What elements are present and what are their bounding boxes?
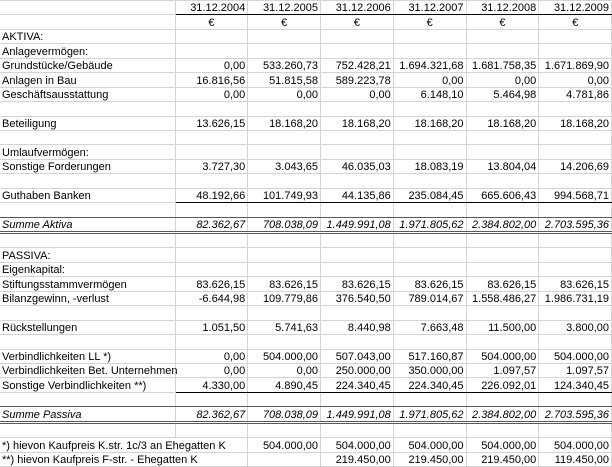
value-cell xyxy=(466,102,539,116)
value-cell: 504.000,00 xyxy=(248,349,321,363)
value-cell xyxy=(393,392,466,406)
value-cell xyxy=(466,392,539,406)
value-cell xyxy=(393,248,466,262)
value-cell xyxy=(321,174,394,188)
row-label-cell xyxy=(0,422,175,437)
table-row xyxy=(0,116,612,130)
value-cell xyxy=(466,233,539,248)
value-cell: 3.043,65 xyxy=(248,159,321,173)
value-cell: 4.890,45 xyxy=(248,378,321,392)
value-cell: 13.804,04 xyxy=(466,159,539,173)
value-cell: 507.043,00 xyxy=(321,349,394,363)
table-row xyxy=(0,335,612,349)
value-cell: 1.671.869,90 xyxy=(539,58,612,72)
row-label-cell: AKTIVA: xyxy=(0,29,175,43)
table-row xyxy=(0,203,612,217)
row-label-cell: **) hievon Kaufpreis F-str. - Ehegatten K xyxy=(0,452,248,466)
value-cell: 224.340,45 xyxy=(321,378,394,392)
value-cell xyxy=(321,203,394,217)
value-cell xyxy=(321,102,394,116)
value-cell: 708.038,09 xyxy=(248,217,321,232)
header-date-cell: 31.12.2004 xyxy=(175,1,248,15)
value-cell xyxy=(393,174,466,188)
value-cell: 1.986.731,19 xyxy=(539,291,612,305)
header-date-cell: 31.12.2005 xyxy=(248,1,321,15)
value-cell xyxy=(466,29,539,43)
value-cell xyxy=(539,392,612,406)
value-cell: 789.014,67 xyxy=(393,291,466,305)
table-row xyxy=(0,306,612,320)
value-cell xyxy=(248,44,321,58)
value-cell xyxy=(248,262,321,276)
value-cell xyxy=(248,422,321,437)
value-cell xyxy=(321,306,394,320)
value-cell xyxy=(539,233,612,248)
value-cell: 18.168,20 xyxy=(466,116,539,130)
value-cell: 0,00 xyxy=(321,87,394,101)
value-cell: 226.092,01 xyxy=(466,378,539,392)
value-cell xyxy=(175,29,248,43)
value-cell xyxy=(175,102,248,116)
value-cell xyxy=(539,44,612,58)
row-label-cell: Summe Aktiva xyxy=(0,217,175,232)
value-cell xyxy=(321,262,394,276)
table-row xyxy=(0,145,612,159)
value-cell xyxy=(248,392,321,406)
value-cell xyxy=(321,145,394,159)
value-cell: 0,00 xyxy=(466,73,539,87)
table-row xyxy=(0,407,612,422)
table-row xyxy=(0,349,612,363)
table-row xyxy=(0,174,612,188)
value-cell xyxy=(466,262,539,276)
value-cell xyxy=(175,44,248,58)
value-cell: 0,00 xyxy=(175,87,248,101)
value-cell xyxy=(393,233,466,248)
value-cell: 504.000,00 xyxy=(321,438,394,452)
table-row xyxy=(0,87,612,101)
value-cell: 517.160,87 xyxy=(393,349,466,363)
table-row xyxy=(0,29,612,43)
header-date-cell: 31.12.2009 xyxy=(539,1,612,15)
row-label-cell: Eigenkapital: xyxy=(0,262,175,276)
value-cell xyxy=(393,102,466,116)
row-label-cell: Geschäftsausstattung xyxy=(0,87,175,101)
currency-unit-cell: € xyxy=(466,15,539,29)
value-cell xyxy=(393,29,466,43)
value-cell: 224.340,45 xyxy=(393,378,466,392)
value-cell xyxy=(175,306,248,320)
value-cell: 665.606,43 xyxy=(466,188,539,202)
value-cell: 0,00 xyxy=(248,87,321,101)
value-cell xyxy=(321,44,394,58)
value-cell: 1.694.321,68 xyxy=(393,58,466,72)
value-cell xyxy=(539,130,612,144)
value-cell: 18.168,20 xyxy=(393,116,466,130)
value-cell: 235.084,45 xyxy=(393,188,466,202)
value-cell xyxy=(393,306,466,320)
value-cell: 48.192,66 xyxy=(175,188,248,202)
value-cell: 504.000,00 xyxy=(466,438,539,452)
value-cell: -6.644,98 xyxy=(175,291,248,305)
value-cell: 1.558.486,27 xyxy=(466,291,539,305)
value-cell xyxy=(539,335,612,349)
value-cell: 16.816,56 xyxy=(175,73,248,87)
value-cell xyxy=(393,335,466,349)
value-cell: 219.450,00 xyxy=(393,452,466,466)
value-cell xyxy=(393,422,466,437)
value-cell xyxy=(539,145,612,159)
value-cell xyxy=(321,422,394,437)
value-cell: 6.148,10 xyxy=(393,87,466,101)
value-cell: 376.540,50 xyxy=(321,291,394,305)
value-cell: 504.000,00 xyxy=(248,438,321,452)
value-cell: 7.663,48 xyxy=(393,320,466,334)
value-cell: 3.727,30 xyxy=(175,159,248,173)
value-cell xyxy=(321,29,394,43)
table-row xyxy=(0,102,612,116)
value-cell xyxy=(175,262,248,276)
header-empty-cell xyxy=(0,1,175,15)
value-cell xyxy=(539,203,612,217)
currency-unit-cell: € xyxy=(175,15,248,29)
row-label-cell xyxy=(0,392,175,406)
value-cell: 219.450,00 xyxy=(466,452,539,466)
value-cell: 3.800,00 xyxy=(539,320,612,334)
value-cell: 1.681.758,35 xyxy=(466,58,539,72)
value-cell xyxy=(466,306,539,320)
value-cell: 533.260,73 xyxy=(248,58,321,72)
row-label-cell xyxy=(0,335,175,349)
value-cell xyxy=(321,248,394,262)
value-cell xyxy=(539,422,612,437)
value-cell: 2.703.595,36 xyxy=(539,407,612,422)
table-row xyxy=(0,73,612,87)
value-cell: 350.000,00 xyxy=(393,363,466,377)
value-cell: 504.000,00 xyxy=(539,438,612,452)
header-date-cell: 31.12.2008 xyxy=(466,1,539,15)
value-cell: 83.626,15 xyxy=(175,277,248,291)
value-cell: 219.450,00 xyxy=(321,452,394,466)
row-label-cell: *) hievon Kaufpreis K.str. 1c/3 an Ehegatten K xyxy=(0,438,248,452)
value-cell: 2.384.802,00 xyxy=(466,217,539,232)
table-row xyxy=(0,378,612,392)
value-cell xyxy=(466,174,539,188)
row-label-cell: Summe Passiva xyxy=(0,407,175,422)
table-row xyxy=(0,248,612,262)
value-cell xyxy=(175,248,248,262)
value-cell: 83.626,15 xyxy=(248,277,321,291)
value-cell xyxy=(539,248,612,262)
value-cell: 124.340,45 xyxy=(539,378,612,392)
value-cell xyxy=(248,130,321,144)
value-cell: 14.206,69 xyxy=(539,159,612,173)
value-cell xyxy=(393,203,466,217)
row-label-cell: Beteiligung xyxy=(0,116,175,130)
value-cell xyxy=(175,174,248,188)
value-cell xyxy=(539,306,612,320)
currency-unit-cell: € xyxy=(539,15,612,29)
value-cell: 2.384.802,00 xyxy=(466,407,539,422)
value-cell: 1.097,57 xyxy=(466,363,539,377)
value-cell: 4.330,00 xyxy=(175,378,248,392)
value-cell xyxy=(393,145,466,159)
value-cell xyxy=(248,145,321,159)
value-cell: 2.703.595,36 xyxy=(539,217,612,232)
table-body xyxy=(0,29,612,466)
row-label-cell: Anlagen in Bau xyxy=(0,73,175,87)
value-cell xyxy=(175,422,248,437)
table-row xyxy=(0,217,612,232)
value-cell: 11.500,00 xyxy=(466,320,539,334)
value-cell: 18.168,20 xyxy=(539,116,612,130)
value-cell xyxy=(466,203,539,217)
value-cell xyxy=(539,29,612,43)
header-units-row xyxy=(0,15,612,29)
table-row xyxy=(0,233,612,248)
value-cell: 1.097,57 xyxy=(539,363,612,377)
value-cell: 0,00 xyxy=(175,58,248,72)
value-cell: 0,00 xyxy=(393,73,466,87)
value-cell: 101.749,93 xyxy=(248,188,321,202)
value-cell: 504.000,00 xyxy=(393,438,466,452)
value-cell xyxy=(466,130,539,144)
value-cell: 250.000,00 xyxy=(321,363,394,377)
value-cell: 0,00 xyxy=(539,73,612,87)
value-cell xyxy=(248,102,321,116)
row-label-cell xyxy=(0,102,175,116)
header-date-cell: 31.12.2006 xyxy=(321,1,394,15)
row-label-cell xyxy=(0,130,175,144)
value-cell xyxy=(175,392,248,406)
header-date-cell: 31.12.2007 xyxy=(393,1,466,15)
row-label-cell: Umlaufvermögen: xyxy=(0,145,175,159)
value-cell xyxy=(393,262,466,276)
table-row xyxy=(0,277,612,291)
value-cell: 0,00 xyxy=(175,363,248,377)
row-label-cell: Sonstige Verbindlichkeiten **) xyxy=(0,378,175,392)
value-cell xyxy=(466,422,539,437)
value-cell xyxy=(466,335,539,349)
table-row xyxy=(0,363,612,377)
value-cell: 4.781,86 xyxy=(539,87,612,101)
value-cell: 82.362,67 xyxy=(175,217,248,232)
value-cell: 8.440,98 xyxy=(321,320,394,334)
value-cell xyxy=(175,145,248,159)
row-label-cell: Anlagevermögen: xyxy=(0,44,175,58)
currency-unit-cell: € xyxy=(393,15,466,29)
row-label-cell: Stiftungsstammvermögen xyxy=(0,277,175,291)
table-row xyxy=(0,159,612,173)
value-cell: 1.971.805,62 xyxy=(393,217,466,232)
row-label-cell xyxy=(0,174,175,188)
currency-unit-cell: € xyxy=(248,15,321,29)
value-cell: 1.051,50 xyxy=(175,320,248,334)
value-cell: 13.626,15 xyxy=(175,116,248,130)
value-cell: 1.449.991,08 xyxy=(321,217,394,232)
value-cell xyxy=(248,335,321,349)
value-cell xyxy=(321,233,394,248)
value-cell: 504.000,00 xyxy=(539,349,612,363)
value-cell xyxy=(466,145,539,159)
value-cell xyxy=(248,29,321,43)
value-cell xyxy=(175,203,248,217)
table-header xyxy=(0,1,612,30)
row-label-cell xyxy=(0,203,175,217)
value-cell: 708.038,09 xyxy=(248,407,321,422)
value-cell: 589.223,78 xyxy=(321,73,394,87)
table-row xyxy=(0,392,612,406)
table-row xyxy=(0,130,612,144)
value-cell xyxy=(248,452,321,466)
value-cell: 5.741,63 xyxy=(248,320,321,334)
value-cell xyxy=(393,44,466,58)
header-dates-row xyxy=(0,1,612,15)
table-row xyxy=(0,422,612,437)
value-cell: 51.815,58 xyxy=(248,73,321,87)
value-cell: 82.362,67 xyxy=(175,407,248,422)
value-cell xyxy=(248,203,321,217)
table-row xyxy=(0,44,612,58)
value-cell: 119.450,00 xyxy=(539,452,612,466)
table-row xyxy=(0,188,612,202)
footnote-row xyxy=(0,452,612,466)
value-cell xyxy=(175,233,248,248)
table-row xyxy=(0,262,612,276)
value-cell xyxy=(175,130,248,144)
value-cell xyxy=(466,248,539,262)
value-cell xyxy=(321,130,394,144)
row-label-cell: Bilanzgewinn, -verlust xyxy=(0,291,175,305)
value-cell xyxy=(248,174,321,188)
row-label-cell: Verbindlichkeiten LL *) xyxy=(0,349,175,363)
value-cell xyxy=(539,262,612,276)
value-cell: 44.135,86 xyxy=(321,188,394,202)
value-cell xyxy=(539,174,612,188)
value-cell xyxy=(321,392,394,406)
value-cell: 752.428,21 xyxy=(321,58,394,72)
value-cell xyxy=(393,130,466,144)
row-label-cell: PASSIVA: xyxy=(0,248,175,262)
value-cell: 83.626,15 xyxy=(539,277,612,291)
value-cell xyxy=(248,248,321,262)
table-row xyxy=(0,58,612,72)
value-cell xyxy=(248,233,321,248)
value-cell xyxy=(466,44,539,58)
value-cell: 109.779,86 xyxy=(248,291,321,305)
value-cell: 83.626,15 xyxy=(393,277,466,291)
row-label-cell: Rückstellungen xyxy=(0,320,175,334)
value-cell: 1.449.991,08 xyxy=(321,407,394,422)
value-cell: 18.083,19 xyxy=(393,159,466,173)
row-label-cell: Guthaben Banken xyxy=(0,188,175,202)
value-cell: 5.464,98 xyxy=(466,87,539,101)
value-cell xyxy=(539,102,612,116)
value-cell xyxy=(248,306,321,320)
value-cell: 0,00 xyxy=(248,363,321,377)
row-label-cell xyxy=(0,233,175,248)
value-cell: 1.971.805,62 xyxy=(393,407,466,422)
value-cell: 83.626,15 xyxy=(466,277,539,291)
value-cell: 0,00 xyxy=(175,349,248,363)
value-cell xyxy=(175,335,248,349)
header-empty-cell xyxy=(0,15,175,29)
currency-unit-cell: € xyxy=(321,15,394,29)
value-cell: 504.000,00 xyxy=(466,349,539,363)
row-label-cell: Verbindlichkeiten Bet. Unternehmen xyxy=(2,365,178,378)
value-cell: 83.626,15 xyxy=(321,277,394,291)
row-label-cell xyxy=(0,306,175,320)
row-label-cell: Sonstige Forderungen xyxy=(0,159,175,173)
value-cell: 18.168,20 xyxy=(321,116,394,130)
table-row xyxy=(0,291,612,305)
table-row xyxy=(0,320,612,334)
value-cell xyxy=(321,335,394,349)
value-cell: 18.168,20 xyxy=(248,116,321,130)
value-cell: 46.035,03 xyxy=(321,159,394,173)
value-cell: 994.568,71 xyxy=(539,188,612,202)
row-label-cell: Grundstücke/Gebäude xyxy=(0,58,175,72)
